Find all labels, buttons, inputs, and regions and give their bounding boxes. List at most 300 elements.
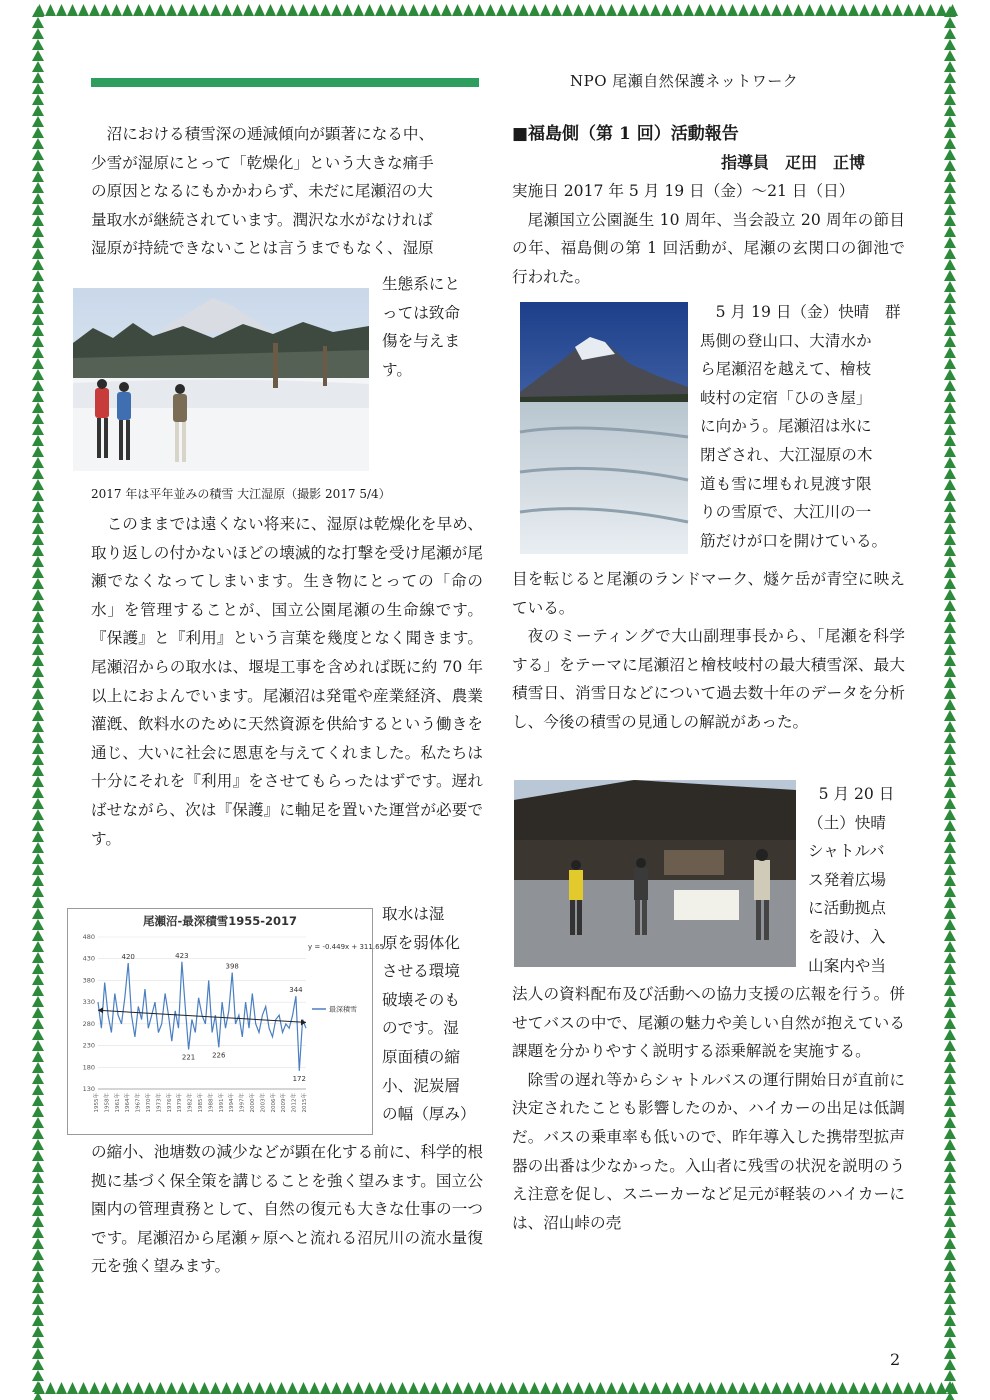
border-triangle xyxy=(944,908,956,919)
border-triangle xyxy=(32,1128,44,1139)
chart-data-label: 226 xyxy=(212,1051,226,1060)
border-triangle xyxy=(32,930,44,941)
border-triangle xyxy=(944,380,956,391)
border-triangle xyxy=(32,677,44,688)
left-float-line-0: 生態系にと xyxy=(382,275,460,293)
right-bottom-text xyxy=(512,980,905,1237)
right-float2-line-5: を設け、入 xyxy=(808,927,886,946)
border-triangle xyxy=(944,281,956,292)
border-triangle xyxy=(32,468,44,479)
border-triangle xyxy=(32,402,44,413)
border-triangle xyxy=(683,1382,694,1394)
left-intro-line-1: 少雪が湿原にとって「乾燥化」という大きな痛手 xyxy=(91,153,434,172)
border-triangle xyxy=(947,4,958,16)
border-triangle xyxy=(944,369,956,380)
border-triangle xyxy=(287,1382,298,1394)
border-triangle xyxy=(617,4,628,16)
border-triangle xyxy=(944,105,956,116)
border-triangle xyxy=(944,259,956,270)
snow-depth-chart-svg xyxy=(68,909,384,1134)
activity-base-photo xyxy=(514,780,796,967)
border-triangle xyxy=(32,1040,44,1051)
border-triangle xyxy=(221,4,232,16)
border-triangle xyxy=(32,105,44,116)
border-triangle xyxy=(944,490,956,501)
border-triangle xyxy=(944,842,956,853)
border-triangle xyxy=(944,864,956,875)
border-triangle xyxy=(944,743,956,754)
border-triangle xyxy=(32,160,44,171)
border-triangle xyxy=(32,127,44,138)
left-border-decoration xyxy=(32,6,44,1394)
border-triangle xyxy=(78,4,89,16)
border-triangle xyxy=(309,4,320,16)
border-triangle xyxy=(452,4,463,16)
border-triangle xyxy=(32,1370,44,1381)
border-triangle xyxy=(133,4,144,16)
chart-x-tick-label: 1979年 xyxy=(177,1093,184,1113)
border-triangle xyxy=(771,1382,782,1394)
chart-x-tick-label: 1973年 xyxy=(156,1093,163,1113)
right-float1-line-2: ら尾瀬沼を越えて、檜枝 xyxy=(700,360,872,379)
border-triangle xyxy=(32,1359,44,1370)
chart-data-label: 344 xyxy=(289,986,303,995)
chart-trendline-label: y = -0.449x + 311.65 xyxy=(308,943,384,951)
border-triangle xyxy=(892,4,903,16)
border-triangle xyxy=(694,1382,705,1394)
border-triangle xyxy=(661,1382,672,1394)
border-triangle xyxy=(705,4,716,16)
border-triangle xyxy=(32,1150,44,1161)
chart-y-tick-label: 380 xyxy=(82,976,95,985)
border-triangle xyxy=(584,1382,595,1394)
border-triangle xyxy=(944,1205,956,1216)
border-triangle xyxy=(32,1271,44,1282)
header-accent-bar xyxy=(91,78,479,87)
right-float2-line-6: 山案内や当 xyxy=(808,956,886,975)
border-triangle xyxy=(32,798,44,809)
border-triangle xyxy=(441,1382,452,1394)
border-triangle xyxy=(584,4,595,16)
chart-float-line-6: 小、泥炭層 xyxy=(382,1076,460,1095)
chart-float-line-3: 破壊そのも xyxy=(382,990,460,1009)
border-triangle xyxy=(111,4,122,16)
border-triangle xyxy=(32,457,44,468)
border-triangle xyxy=(760,4,771,16)
border-triangle xyxy=(32,699,44,710)
border-triangle xyxy=(32,963,44,974)
border-triangle xyxy=(639,1382,650,1394)
border-triangle xyxy=(232,4,243,16)
border-triangle xyxy=(944,919,956,930)
left-float-line-3: す。 xyxy=(382,360,412,379)
border-triangle xyxy=(331,1382,342,1394)
chart-float-text xyxy=(382,900,482,1129)
border-triangle xyxy=(221,1382,232,1394)
border-triangle xyxy=(944,160,956,171)
border-triangle xyxy=(944,974,956,985)
border-triangle xyxy=(944,622,956,633)
border-triangle xyxy=(870,1382,881,1394)
chart-x-tick-label: 1976年 xyxy=(166,1093,173,1113)
border-triangle xyxy=(287,4,298,16)
border-triangle xyxy=(944,1359,956,1370)
border-triangle xyxy=(944,721,956,732)
border-triangle xyxy=(540,1382,551,1394)
chart-x-tick-label: 1964年 xyxy=(125,1093,132,1113)
chart-float-line-0: 取水は湿 xyxy=(382,905,445,923)
border-triangle xyxy=(32,908,44,919)
border-triangle xyxy=(276,4,287,16)
chart-data-label: 420 xyxy=(121,953,135,962)
border-triangle xyxy=(944,193,956,204)
border-triangle xyxy=(944,941,956,952)
border-triangle xyxy=(32,281,44,292)
border-triangle xyxy=(419,4,430,16)
border-triangle xyxy=(944,149,956,160)
border-triangle xyxy=(944,633,956,644)
border-triangle xyxy=(177,1382,188,1394)
left-intro-line-4: 湿原が持続できないことは言うまでもなく、湿原 xyxy=(91,239,434,258)
photo-caption: 2017 年は平年並みの積雪 大江湿原（撮影 2017 5/4） xyxy=(91,487,391,501)
border-triangle xyxy=(144,1382,155,1394)
border-triangle xyxy=(32,1260,44,1271)
border-triangle xyxy=(944,391,956,402)
border-triangle xyxy=(32,116,44,127)
border-triangle xyxy=(859,1382,870,1394)
chart-y-tick-label: 180 xyxy=(82,1063,95,1072)
border-triangle xyxy=(944,1194,956,1205)
border-triangle xyxy=(353,4,364,16)
border-triangle xyxy=(32,138,44,149)
border-triangle xyxy=(650,1382,661,1394)
border-triangle xyxy=(32,336,44,347)
right-float1-line-8: 筋だけが口を開けている。 xyxy=(700,531,888,550)
border-triangle xyxy=(32,1315,44,1326)
left-para-3-text: の縮小、池塘数の減少などが顕在化する前に、科学的根拠に基づく保全策を講じることを強く望みます。国立公園内の管理責務として、自然の復元も大きな仕事の一つです。尾瀬沼から尾瀬ヶ原へと流れる沼尻川の流水量復元を強く望みます。 xyxy=(91,1143,483,1276)
border-triangle xyxy=(628,1382,639,1394)
border-triangle xyxy=(944,1040,956,1051)
border-triangle xyxy=(32,215,44,226)
border-triangle xyxy=(32,424,44,435)
border-triangle xyxy=(32,1282,44,1293)
border-triangle xyxy=(32,490,44,501)
chart-x-tick-label: 1994年 xyxy=(229,1093,236,1113)
border-triangle xyxy=(342,4,353,16)
border-triangle xyxy=(944,1161,956,1172)
border-triangle xyxy=(100,1382,111,1394)
left-para-2-text: このままでは遠くない将来に、湿原は乾燥化を早め、取り返しの付かないほどの壊滅的な打撃を受け尾瀬が尾瀬でなくなってしまいます。生き物にとっての「命の水」を管理することが、国立公園尾瀬の生命線です。『保護』と『利用』という言葉を幾度となく聞きます。尾瀬沼からの取水は、堰堤工事を含めれば既に約 70 年以上におよんでいます。尾瀬沼は発電や産業経済、農業灌漑、飲料水のために天然資源を供給するという働きを通じ、大いに社会に恩恵を与えてくれました。私たちは十分にそれを『利用』をさせてもらったはずです。遅ればせながら、次は『保護』に軸足を置いた運営が必要です。 xyxy=(91,515,483,848)
border-triangle xyxy=(944,314,956,325)
border-triangle xyxy=(32,567,44,578)
border-triangle xyxy=(944,930,956,941)
border-triangle xyxy=(749,4,760,16)
border-triangle xyxy=(89,4,100,16)
border-triangle xyxy=(32,182,44,193)
border-triangle xyxy=(32,237,44,248)
header-org-name: NPO 尾瀬自然保護ネットワーク xyxy=(570,72,799,90)
border-triangle xyxy=(944,1337,956,1348)
border-triangle xyxy=(804,4,815,16)
border-triangle xyxy=(32,710,44,721)
right-float1-line-3: 岐村の定宿「ひのき屋」 xyxy=(700,388,872,407)
border-triangle xyxy=(944,413,956,424)
border-triangle xyxy=(944,1348,956,1359)
border-triangle xyxy=(944,831,956,842)
right-float1-line-1: 馬側の登山口、大清水か xyxy=(700,331,872,350)
border-triangle xyxy=(430,4,441,16)
border-triangle xyxy=(944,578,956,589)
border-triangle xyxy=(45,4,56,16)
border-triangle xyxy=(188,4,199,16)
border-triangle xyxy=(815,4,826,16)
border-triangle xyxy=(944,1238,956,1249)
border-triangle xyxy=(32,578,44,589)
chart-x-tick-label: 1991年 xyxy=(218,1093,225,1113)
border-triangle xyxy=(32,325,44,336)
border-triangle xyxy=(32,589,44,600)
border-triangle xyxy=(944,1128,956,1139)
border-triangle xyxy=(32,149,44,160)
border-triangle xyxy=(32,611,44,622)
border-triangle xyxy=(944,457,956,468)
border-triangle xyxy=(32,952,44,963)
border-triangle xyxy=(944,1315,956,1326)
border-triangle xyxy=(386,1382,397,1394)
border-triangle xyxy=(32,721,44,732)
border-triangle xyxy=(32,655,44,666)
chart-data-label: 221 xyxy=(181,1053,196,1062)
border-triangle xyxy=(562,1382,573,1394)
chart-x-tick-label: 2000年 xyxy=(250,1093,256,1113)
border-triangle xyxy=(628,4,639,16)
border-triangle xyxy=(353,1382,364,1394)
border-triangle xyxy=(32,633,44,644)
border-triangle xyxy=(452,1382,463,1394)
border-triangle xyxy=(32,358,44,369)
chart-x-tick-label: 1988年 xyxy=(208,1093,215,1113)
border-triangle xyxy=(518,1382,529,1394)
border-triangle xyxy=(32,1348,44,1359)
border-triangle xyxy=(944,600,956,611)
border-triangle xyxy=(32,248,44,259)
border-triangle xyxy=(67,4,78,16)
border-triangle xyxy=(573,1382,584,1394)
border-triangle xyxy=(944,512,956,523)
border-triangle xyxy=(210,1382,221,1394)
border-triangle xyxy=(826,4,837,16)
left-intro-line-3: 量取水が継続されています。潤沢な水がなければ xyxy=(91,210,433,229)
border-triangle xyxy=(944,1029,956,1040)
right-para-3: 夜のミーティングで大山副理事長から、「尾瀬を科学する」をテーマに尾瀬沼と檜枝岐村の最大積雪深、最大積雪日、消雪日などについて過去数十年のデータを分析し、今後の積雪の見通しの解説があった。 xyxy=(512,627,905,731)
border-triangle xyxy=(944,732,956,743)
border-triangle xyxy=(727,1382,738,1394)
border-triangle xyxy=(32,996,44,1007)
border-triangle xyxy=(210,4,221,16)
border-triangle xyxy=(32,303,44,314)
border-triangle xyxy=(848,4,859,16)
border-triangle xyxy=(944,28,956,39)
border-triangle xyxy=(32,886,44,897)
border-triangle xyxy=(32,61,44,72)
top-border-decoration xyxy=(34,4,956,16)
chart-x-tick-label: 1985年 xyxy=(198,1093,204,1113)
border-triangle xyxy=(155,4,166,16)
border-triangle xyxy=(903,4,914,16)
right-float2-line-0: 5 月 20 日 xyxy=(818,785,895,803)
border-triangle xyxy=(32,1194,44,1205)
border-triangle xyxy=(947,1382,958,1394)
border-triangle xyxy=(529,1382,540,1394)
chart-x-tick-label: 1967年 xyxy=(135,1093,142,1113)
chart-float-line-2: させる環境 xyxy=(382,962,460,981)
chart-x-tick-label: 2012年 xyxy=(291,1093,298,1113)
border-triangle xyxy=(496,1382,507,1394)
border-triangle xyxy=(32,809,44,820)
border-triangle xyxy=(166,4,177,16)
chart-float-line-4: のです。湿 xyxy=(382,1019,459,1038)
border-triangle xyxy=(782,1382,793,1394)
border-triangle xyxy=(32,743,44,754)
border-triangle xyxy=(837,1382,848,1394)
right-float2-line-3: ス発着広場 xyxy=(808,870,886,889)
border-triangle xyxy=(944,1073,956,1084)
border-triangle xyxy=(32,1062,44,1073)
border-triangle xyxy=(32,897,44,908)
border-triangle xyxy=(944,1370,956,1381)
border-triangle xyxy=(944,303,956,314)
border-triangle xyxy=(672,1382,683,1394)
border-triangle xyxy=(32,754,44,765)
chart-data-label: 423 xyxy=(175,951,189,960)
border-triangle xyxy=(32,1249,44,1260)
border-triangle xyxy=(944,215,956,226)
border-triangle xyxy=(32,941,44,952)
border-triangle xyxy=(551,1382,562,1394)
date-line: 実施日 2017 年 5 月 19 日（金）～21 日（日） xyxy=(512,182,855,201)
border-triangle xyxy=(331,4,342,16)
border-triangle xyxy=(32,413,44,424)
border-triangle xyxy=(32,1095,44,1106)
border-triangle xyxy=(32,732,44,743)
border-triangle xyxy=(32,204,44,215)
border-triangle xyxy=(944,1150,956,1161)
border-triangle xyxy=(944,875,956,886)
border-triangle xyxy=(944,1095,956,1106)
border-triangle xyxy=(56,1382,67,1394)
border-triangle xyxy=(397,4,408,16)
author-line: 指導員 疋田 正博 xyxy=(720,152,865,172)
border-triangle xyxy=(705,1382,716,1394)
border-triangle xyxy=(419,1382,430,1394)
border-triangle xyxy=(815,1382,826,1394)
border-triangle xyxy=(485,4,496,16)
border-triangle xyxy=(45,1382,56,1394)
border-triangle xyxy=(837,4,848,16)
border-triangle xyxy=(944,1326,956,1337)
chart-x-tick-label: 1970年 xyxy=(146,1093,152,1113)
left-float-line-1: っては致命 xyxy=(382,303,460,322)
right-float1-line-4: に向かう。尾瀬沼は氷に xyxy=(700,417,872,436)
border-triangle xyxy=(944,336,956,347)
snow-depth-chart xyxy=(67,908,384,1135)
right-column-top xyxy=(512,120,905,292)
border-triangle xyxy=(760,1382,771,1394)
border-triangle xyxy=(32,391,44,402)
border-triangle xyxy=(944,1051,956,1062)
border-triangle xyxy=(944,710,956,721)
border-triangle xyxy=(441,4,452,16)
border-triangle xyxy=(32,1106,44,1117)
border-triangle xyxy=(89,1382,100,1394)
border-triangle xyxy=(32,1227,44,1238)
border-triangle xyxy=(408,4,419,16)
border-triangle xyxy=(944,523,956,534)
border-triangle xyxy=(826,1382,837,1394)
right-float1-line-5: 閉ざされ、大江湿原の木 xyxy=(700,445,873,464)
border-triangle xyxy=(32,226,44,237)
border-triangle xyxy=(944,1084,956,1095)
border-triangle xyxy=(32,50,44,61)
border-triangle xyxy=(944,446,956,457)
border-triangle xyxy=(944,963,956,974)
border-triangle xyxy=(342,1382,353,1394)
border-triangle xyxy=(32,1018,44,1029)
border-triangle xyxy=(944,611,956,622)
border-triangle xyxy=(32,644,44,655)
border-triangle xyxy=(32,369,44,380)
border-triangle xyxy=(944,226,956,237)
border-triangle xyxy=(925,1382,936,1394)
border-triangle xyxy=(639,4,650,16)
border-triangle xyxy=(199,4,210,16)
border-triangle xyxy=(944,996,956,1007)
border-triangle xyxy=(32,1051,44,1062)
border-triangle xyxy=(32,622,44,633)
border-triangle xyxy=(32,446,44,457)
border-triangle xyxy=(320,1382,331,1394)
border-triangle xyxy=(32,1205,44,1216)
border-triangle xyxy=(944,1172,956,1183)
border-triangle xyxy=(32,600,44,611)
border-triangle xyxy=(32,171,44,182)
border-triangle xyxy=(793,4,804,16)
border-triangle xyxy=(364,1382,375,1394)
border-triangle xyxy=(34,4,45,16)
border-triangle xyxy=(375,4,386,16)
border-triangle xyxy=(944,765,956,776)
border-triangle xyxy=(944,138,956,149)
chart-x-tick-label: 1997年 xyxy=(239,1093,246,1113)
border-triangle xyxy=(881,4,892,16)
border-triangle xyxy=(944,501,956,512)
border-triangle xyxy=(944,1227,956,1238)
border-triangle xyxy=(32,545,44,556)
chart-x-tick-label: 2009年 xyxy=(281,1093,288,1113)
border-triangle xyxy=(944,94,956,105)
border-triangle xyxy=(944,39,956,50)
border-triangle xyxy=(944,1271,956,1282)
border-triangle xyxy=(944,787,956,798)
border-triangle xyxy=(32,1139,44,1150)
border-triangle xyxy=(32,17,44,28)
border-triangle xyxy=(32,1216,44,1227)
border-triangle xyxy=(32,501,44,512)
page-number: 2 xyxy=(890,1350,901,1369)
border-triangle xyxy=(32,28,44,39)
border-triangle xyxy=(573,4,584,16)
border-triangle xyxy=(944,886,956,897)
